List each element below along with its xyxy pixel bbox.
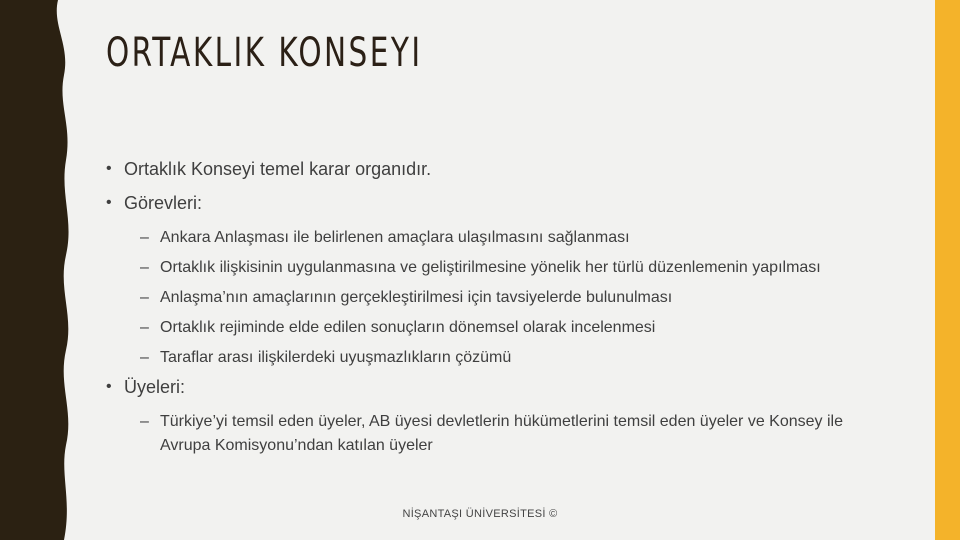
sub-bullet-item: – Ankara Anlaşması ile belirlenen amaçlara ulaşılmasını sağlanması bbox=[106, 226, 896, 250]
bullet-item: • Üyeleri: bbox=[106, 376, 896, 398]
sub-bullet-list bbox=[106, 226, 896, 370]
footer-text: NİŞANTAŞI ÜNİVERSİTESİ © bbox=[402, 508, 558, 520]
bullet-item: • Ortaklık Konseyi temel karar organıdır. bbox=[106, 158, 896, 180]
right-accent-band bbox=[935, 0, 960, 540]
sub-bullet-list bbox=[106, 410, 896, 458]
slide-title: ORTAKLIK KONSEYI bbox=[106, 30, 423, 76]
sub-bullet-item: – Taraflar arası ilişkilerdeki uyuşmazlıkların çözümü bbox=[106, 346, 896, 370]
sub-bullet-item: – Ortaklık ilişkisinin uygulanmasına ve geliştirilmesine yönelik her türlü düzenlemenin yapılması bbox=[106, 256, 896, 280]
left-decorative-band bbox=[0, 0, 80, 540]
sub-bullet-item: – Anlaşma’nın amaçlarının gerçekleştirilmesi için tavsiyelerde bulunulması bbox=[106, 286, 896, 310]
sub-bullet-item: – Ortaklık rejiminde elde edilen sonuçların dönemsel olarak incelenmesi bbox=[106, 316, 896, 340]
sub-bullet-item: – Türkiye’yi temsil eden üyeler, AB üyesi devletlerin hükümetlerini temsil eden üyeler ve Konsey ile Avrupa Komisyonu’ndan katılan üyeler bbox=[106, 410, 896, 458]
bullet-item: • Görevleri: bbox=[106, 192, 896, 214]
slide-content bbox=[106, 158, 896, 464]
